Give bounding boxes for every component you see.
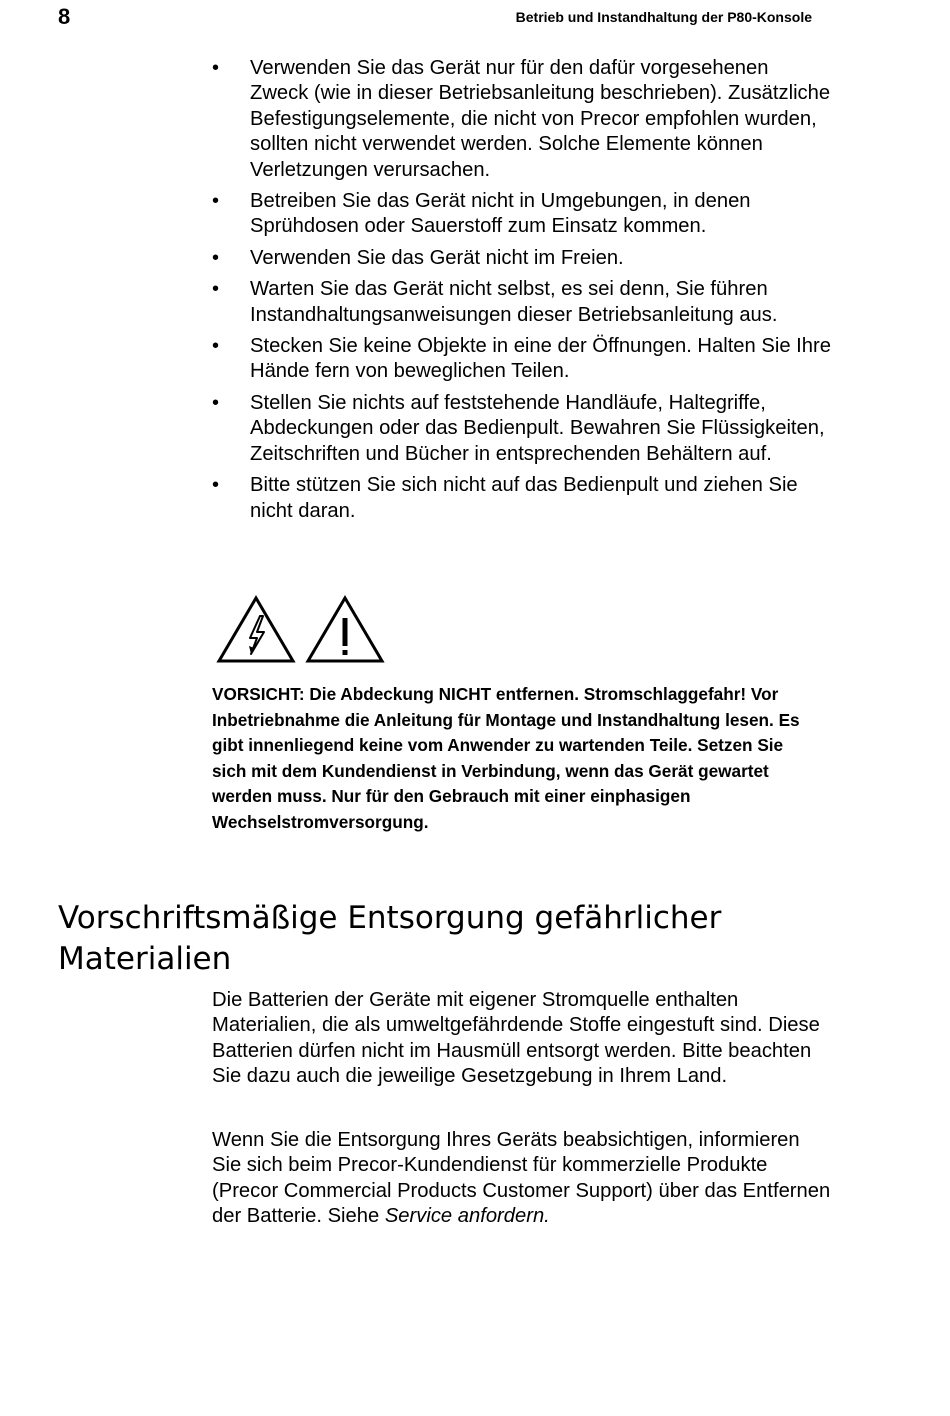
bullet-icon: •: [212, 335, 220, 358]
bullet-text: Stecken Sie keine Objekte in eine der Öffnungen. Halten Sie Ihre Hände fern von beweglichen Teilen.: [250, 335, 831, 383]
bullet-icon: •: [212, 278, 220, 301]
safety-bullet-list: [212, 56, 832, 530]
page-number: 8: [58, 4, 71, 29]
bullet-text: Betreiben Sie das Gerät nicht in Umgebungen, in denen Sprühdosen oder Sauerstoff zum Einsatz kommen.: [250, 190, 751, 238]
bullet-icon: •: [212, 474, 220, 497]
list-item: [212, 56, 832, 183]
caution-exclamation-icon: [308, 598, 382, 661]
electric-shock-warning-icon: [219, 598, 293, 661]
section-paragraph: [212, 1128, 832, 1230]
bullet-icon: •: [212, 57, 220, 79]
caution-text: VORSICHT: Die Abdeckung NICHT entfernen. Stromschlaggefahr! Vor Inbetriebnahme die Anleitung für Montage und Instandhaltung lesen. Es gibt innenliegend keine vom Anwender zu wartenden Teile. Setzen Sie sich mit dem Kundendienst in Verbindung, wenn das Gerät gewartet werden muss. Nur für den Gebrauch mit einer einphasigen Wechselstromversorgung.: [212, 684, 800, 832]
list-item: [212, 189, 832, 240]
bullet-icon: •: [212, 246, 220, 269]
bullet-icon: •: [212, 391, 220, 414]
bullet-text: Verwenden Sie das Gerät nur für den dafür vorgesehenen Zweck (wie in dieser Betriebsanleitung beschrieben). Zusätzliche Befestigungselemente, die nicht von Precor empfohlen wurden, sollten nicht verwendet werden. Solche Elemente können Verletzungen verursachen.: [250, 57, 831, 181]
list-item: [212, 246, 832, 271]
bullet-text: Warten Sie das Gerät nicht selbst, es sei denn, Sie führen Instandhaltungsanweisungen dieser Betriebsanleitung aus.: [250, 278, 778, 326]
service-link[interactable]: Service anfordern.: [384, 1205, 550, 1228]
running-header-title: Betrieb und Instandhaltung der P80-Konsole: [515, 9, 812, 25]
bullet-text: Verwenden Sie das Gerät nicht im Freien.: [250, 246, 624, 269]
warning-icons: [216, 594, 388, 666]
bullet-text: Stellen Sie nichts auf feststehende Handläufe, Haltegriffe, Abdeckungen oder das Bedienpult. Bewahren Sie Flüssigkeiten, Zeitschriften und Bücher in entsprechenden Behältern auf.: [250, 391, 825, 465]
list-item: [212, 473, 832, 524]
bullet-text: Bitte stützen Sie sich nicht auf das Bedienpult und ziehen Sie nicht daran.: [250, 474, 798, 522]
list-item: [212, 334, 832, 385]
section-heading: Vorschriftsmäßige Entsorgung gefährlicher Materialien: [58, 900, 722, 977]
bullet-icon: •: [212, 190, 220, 213]
list-item: [212, 391, 832, 467]
list-item: [212, 277, 832, 328]
paragraph-text: Wenn Sie die Entsorgung Ihres Geräts beabsichtigen, informieren Sie sich beim Precor-Kundendienst für kommerzielle Produkte (Precor Commercial Products Customer Support) über das Entfernen der Batterie. Siehe: [212, 1129, 831, 1228]
section-paragraph: Die Batterien der Geräte mit eigener Stromquelle enthalten Materialien, die als umweltgefährdende Stoffe eingestuft sind. Diese Batterien dürfen nicht im Hausmüll entsorgt werden. Bitte beachten Sie dazu auch die jeweilige Gesetzgebung in Ihrem Land.: [212, 989, 820, 1088]
